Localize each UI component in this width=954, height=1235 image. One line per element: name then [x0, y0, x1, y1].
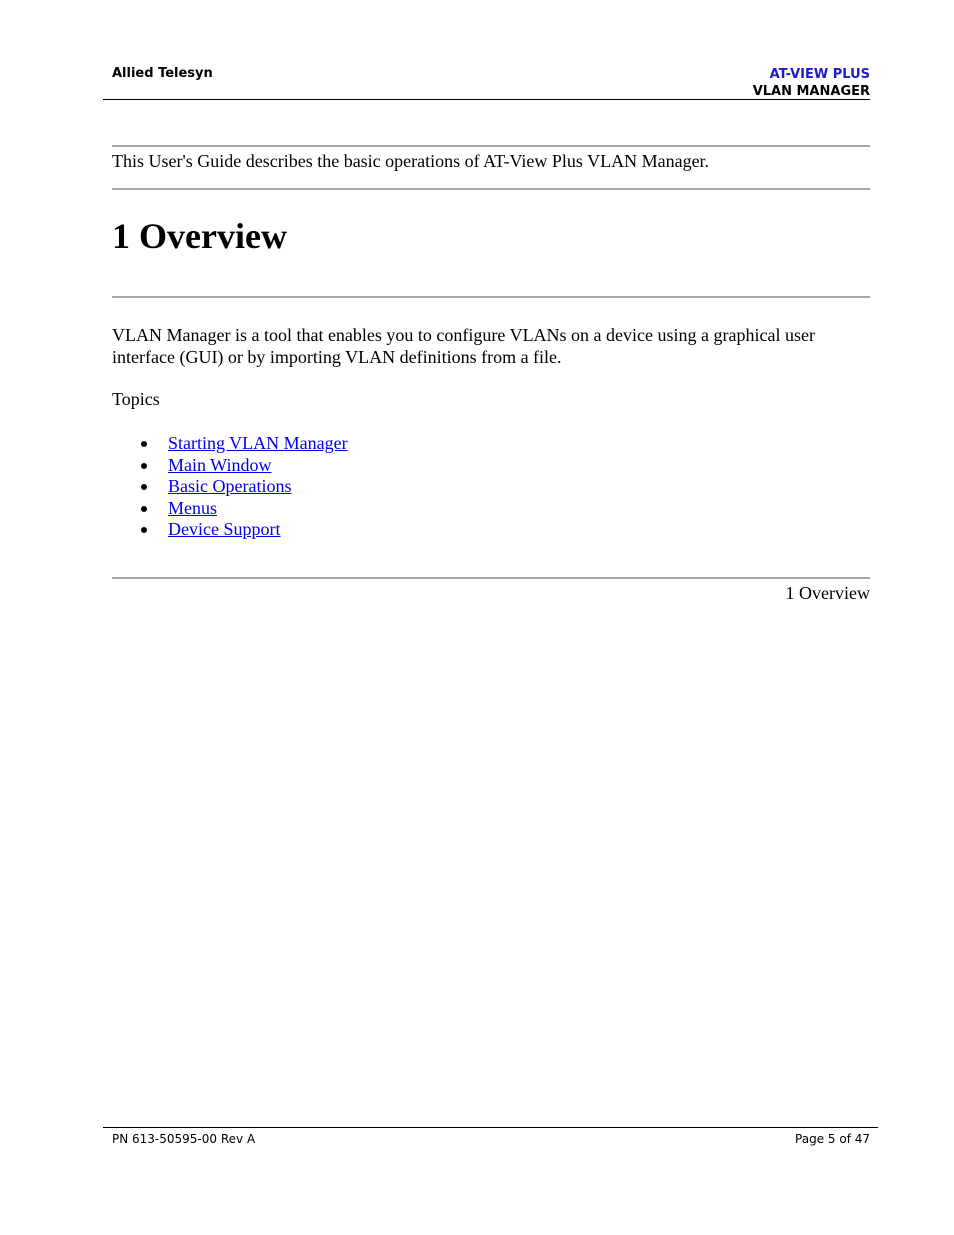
- topic-link-basic-operations[interactable]: Basic Operations: [168, 476, 292, 496]
- header-company: Allied Telesyn: [112, 66, 213, 81]
- topics-list: [112, 433, 348, 541]
- page-title: 1 Overview: [112, 216, 287, 256]
- topic-item-device-support: [112, 519, 348, 541]
- header-product: AT-VIEW PLUS: [769, 67, 870, 82]
- topic-link-device-support[interactable]: Device Support: [168, 519, 281, 539]
- bullet-icon: [141, 484, 147, 490]
- topic-item-starting: [112, 433, 348, 455]
- header-section: VLAN MANAGER: [752, 84, 870, 99]
- footer-part-number: PN 613-50595-00 Rev A: [112, 1132, 256, 1146]
- footer-divider: [103, 1127, 878, 1128]
- topic-item-main-window: [112, 455, 348, 477]
- topic-link-main-window[interactable]: Main Window: [168, 454, 272, 475]
- topic-item-menus: [112, 498, 348, 520]
- intro-bottom-rule: [112, 188, 870, 190]
- bullet-icon: [141, 441, 147, 447]
- topic-item-basic-operations: [112, 476, 348, 498]
- topic-link-starting-vlan-manager[interactable]: Starting VLAN Manager: [168, 433, 348, 453]
- intro-top-rule: [112, 145, 870, 147]
- bullet-icon: [141, 506, 147, 512]
- breadcrumb-rule: [112, 577, 870, 579]
- breadcrumb: 1 Overview: [785, 583, 870, 603]
- bullet-icon: [141, 527, 147, 533]
- footer-page-number: Page 5 of 47: [795, 1132, 870, 1146]
- overview-paragraph: VLAN Manager is a tool that enables you to configure VLANs on a device using a graphical user interface (GUI) or by importing VLAN definitions from a file.: [112, 325, 815, 367]
- topic-link-menus[interactable]: Menus: [168, 497, 217, 518]
- bullet-icon: [141, 463, 147, 469]
- header-title-block: [753, 66, 870, 100]
- title-rule: [112, 296, 870, 298]
- topics-label: Topics: [112, 389, 160, 409]
- intro-text: This User's Guide describes the basic operations of AT-View Plus VLAN Manager.: [112, 151, 710, 171]
- header-divider: [103, 99, 870, 100]
